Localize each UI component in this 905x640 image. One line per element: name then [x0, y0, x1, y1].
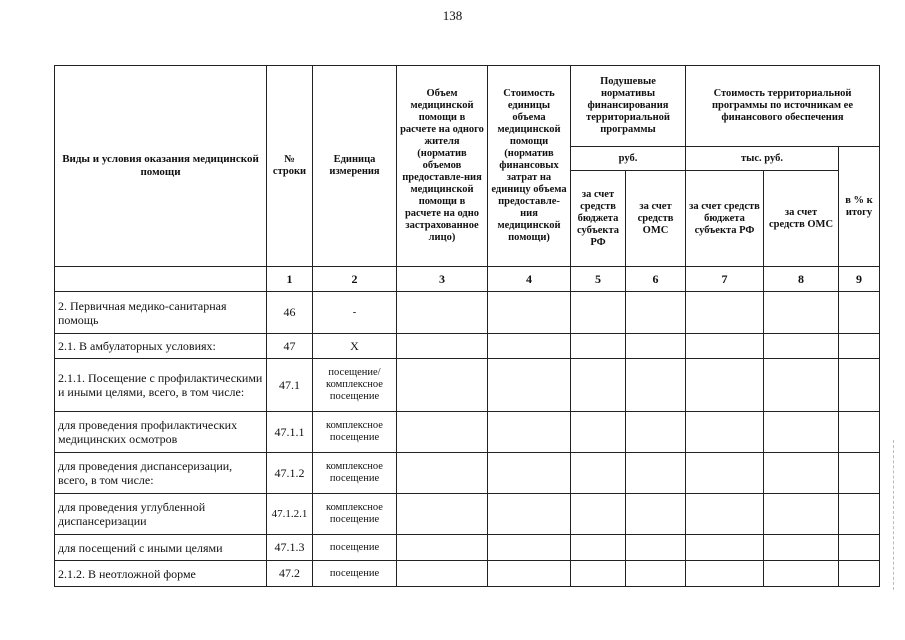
column-number: 8	[764, 267, 839, 292]
header-oms-thousand: за счет средств ОМС	[764, 171, 839, 267]
empty-cell	[397, 535, 488, 561]
row-unit: посещение	[313, 561, 397, 587]
empty-cell	[488, 494, 571, 535]
row-unit: Х	[313, 334, 397, 359]
empty-cell	[626, 535, 686, 561]
header-per-capita-group: Подушевые нормативы финансирования территориальной программы	[571, 66, 686, 147]
empty-cell	[397, 561, 488, 587]
row-label: 2. Первичная медико-санитарная помощь	[55, 292, 267, 334]
empty-cell	[397, 453, 488, 494]
empty-cell	[839, 292, 880, 334]
row-unit: комплексное посещение	[313, 453, 397, 494]
column-number	[55, 267, 267, 292]
empty-cell	[397, 292, 488, 334]
empty-cell	[764, 359, 839, 412]
empty-cell	[488, 334, 571, 359]
row-label: 2.1.1. Посещение с профилактическими и иными целями, всего, в том числе:	[55, 359, 267, 412]
row-label: для проведения диспансеризации, всего, в том числе:	[55, 453, 267, 494]
scan-edge-line	[893, 440, 894, 590]
empty-cell	[488, 292, 571, 334]
header-volume: Объем медицинской помощи в расчете на одного жителя (норматив объемов предоставле-ния медицинской помощи в расчете на одно застрахованное лицо)	[397, 66, 488, 267]
empty-cell	[686, 334, 764, 359]
row-unit: посещение/ комплексное посещение	[313, 359, 397, 412]
empty-cell	[764, 292, 839, 334]
empty-cell	[571, 561, 626, 587]
header-unit-cost: Стоимость единицы объема медицинской помощи (норматив финансовых затрат на единицу объема предоставле-ния медицинской помощи)	[488, 66, 571, 267]
header-row-number: № строки	[267, 66, 313, 267]
header-oms-rub: за счет средств ОМС	[626, 171, 686, 267]
empty-cell	[571, 535, 626, 561]
empty-cell	[488, 412, 571, 453]
column-number: 2	[313, 267, 397, 292]
empty-cell	[488, 535, 571, 561]
empty-cell	[764, 561, 839, 587]
empty-cell	[397, 412, 488, 453]
row-number: 47.2	[267, 561, 313, 587]
column-number: 9	[839, 267, 880, 292]
column-number: 4	[488, 267, 571, 292]
header-budget-rub: за счет средств бюджета субъекта РФ	[571, 171, 626, 267]
empty-cell	[571, 494, 626, 535]
row-unit: комплексное посещение	[313, 494, 397, 535]
empty-cell	[839, 359, 880, 412]
empty-cell	[764, 494, 839, 535]
empty-cell	[397, 359, 488, 412]
row-number: 47.1.2.1	[267, 494, 313, 535]
empty-cell	[839, 535, 880, 561]
row-label: 2.1. В амбулаторных условиях:	[55, 334, 267, 359]
row-label: 2.1.2. В неотложной форме	[55, 561, 267, 587]
empty-cell	[686, 359, 764, 412]
header-budget-thousand: за счет средств бюджета субъекта РФ	[686, 171, 764, 267]
table-row	[55, 494, 880, 535]
row-unit: комплексное посещение	[313, 412, 397, 453]
empty-cell	[839, 334, 880, 359]
empty-cell	[626, 453, 686, 494]
financing-table	[54, 65, 880, 587]
empty-cell	[571, 359, 626, 412]
empty-cell	[686, 453, 764, 494]
header-percent-total: в % к итогу	[839, 147, 880, 267]
empty-cell	[686, 494, 764, 535]
empty-cell	[626, 561, 686, 587]
empty-cell	[764, 412, 839, 453]
header-program-cost-group: Стоимость территориальной программы по источникам ее финансового обеспечения	[686, 66, 880, 147]
row-unit: посещение	[313, 535, 397, 561]
column-number: 6	[626, 267, 686, 292]
column-number: 1	[267, 267, 313, 292]
empty-cell	[571, 412, 626, 453]
empty-cell	[764, 535, 839, 561]
empty-cell	[626, 334, 686, 359]
page-number: 138	[442, 8, 463, 23]
table-row	[55, 535, 880, 561]
table-row	[55, 334, 880, 359]
table-row	[55, 359, 880, 412]
empty-cell	[686, 561, 764, 587]
table-row	[55, 561, 880, 587]
header-unit-rub: руб.	[571, 147, 686, 171]
empty-cell	[686, 535, 764, 561]
empty-cell	[626, 359, 686, 412]
row-number: 47.1.1	[267, 412, 313, 453]
row-number: 47.1.3	[267, 535, 313, 561]
row-number: 47.1.2	[267, 453, 313, 494]
empty-cell	[839, 412, 880, 453]
empty-cell	[488, 561, 571, 587]
row-label: для посещений с иными целями	[55, 535, 267, 561]
empty-cell	[626, 494, 686, 535]
table-row	[55, 412, 880, 453]
column-number: 3	[397, 267, 488, 292]
empty-cell	[764, 334, 839, 359]
empty-cell	[764, 453, 839, 494]
column-number: 7	[686, 267, 764, 292]
empty-cell	[839, 453, 880, 494]
empty-cell	[571, 292, 626, 334]
header-unit-thousand-rub: тыс. руб.	[686, 147, 839, 171]
column-number: 5	[571, 267, 626, 292]
empty-cell	[839, 561, 880, 587]
row-unit: -	[313, 292, 397, 334]
table-row	[55, 292, 880, 334]
empty-cell	[686, 292, 764, 334]
header-type-conditions: Виды и условия оказания медицинской помощи	[55, 66, 267, 267]
row-label: для проведения углубленной диспансеризации	[55, 494, 267, 535]
header-unit: Единица измерения	[313, 66, 397, 267]
empty-cell	[626, 412, 686, 453]
empty-cell	[397, 494, 488, 535]
row-label: для проведения профилактических медицинских осмотров	[55, 412, 267, 453]
empty-cell	[488, 453, 571, 494]
empty-cell	[626, 292, 686, 334]
empty-cell	[839, 494, 880, 535]
empty-cell	[488, 359, 571, 412]
empty-cell	[397, 334, 488, 359]
row-number: 46	[267, 292, 313, 334]
table-row	[55, 453, 880, 494]
empty-cell	[571, 453, 626, 494]
empty-cell	[686, 412, 764, 453]
empty-cell	[571, 334, 626, 359]
column-numbers-row	[55, 267, 880, 292]
row-number: 47.1	[267, 359, 313, 412]
row-number: 47	[267, 334, 313, 359]
